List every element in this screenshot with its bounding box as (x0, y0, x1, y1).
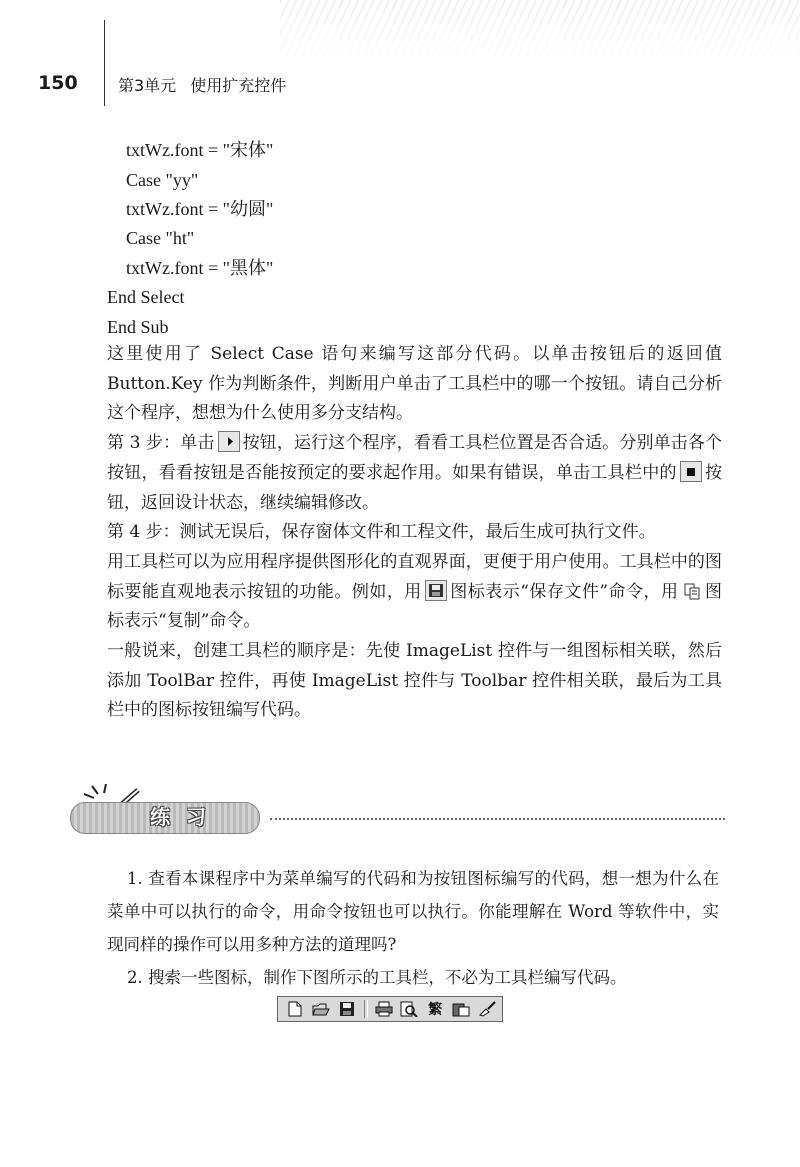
code-line: txtWz.font = "黑体" (126, 258, 274, 278)
paragraph-step-3 (107, 429, 722, 518)
code-line: End Select (107, 287, 185, 307)
code-line: txtWz.font = "宋体" (126, 140, 274, 160)
toolbar-separator (364, 1000, 368, 1018)
code-line: End Sub (107, 317, 169, 337)
copy-icon (682, 582, 702, 601)
exercise-item: 1. 查看本课程序中为菜单编写的代码和为按钮图标编写的代码，想一想为什么在菜单中可以执行的命令，用命令按钮也可以执行。你能理解在 Word 等软件中，实现同样的操作可以用多种方法的道理吗? (107, 869, 719, 954)
brush-icon (476, 999, 498, 1019)
unit-label: 第3单元 (118, 76, 177, 95)
scan-shading (280, 0, 800, 60)
sample-toolbar (277, 996, 503, 1022)
running-header (118, 73, 286, 96)
paragraph-icons (107, 548, 722, 637)
step3-text-1: 第 3 步：单击 (107, 433, 215, 454)
run-icon (218, 431, 240, 452)
header-divider (104, 20, 105, 106)
chapter-title: 使用扩充控件 (190, 76, 287, 95)
step3-text-3: 按钮，返回设计状态，继续编辑修改。 (107, 462, 722, 513)
code-line: Case "ht" (126, 228, 195, 248)
exercise-title: 练习 (150, 805, 222, 829)
step3-text-2: 按钮，运行这个程序，看看工具栏位置是否合适。分别单击各个按钮，看看按钮是否能按预定的要求起作用。如果有错误，单击工具栏中的 (107, 433, 722, 483)
paragraph: 这里使用了 Select Case 语句来编写这部分代码。以单击按钮后的返回值 Button.Key 作为判断条件，判断用户单击了工具栏中的哪一个按钮。请自己分析这个程序，想想为什么使用多分支结构。 (107, 344, 722, 424)
new-file-icon (284, 999, 306, 1019)
save-icon (336, 999, 358, 1019)
open-folder-icon (310, 999, 332, 1019)
dotted-rule (270, 818, 725, 820)
exercise-list (107, 862, 719, 994)
body-text (107, 340, 722, 726)
paragraph-order: 一般说来，创建工具栏的顺序是：先使 ImageList 控件与一组图标相关联，然后添加 ToolBar 控件，再使 ImageList 控件与 Toolbar 控件相关联，最后为工具栏中的图标按钮编写代码。 (107, 641, 722, 721)
page-number: 150 (38, 72, 78, 94)
paragraph-step-4: 第 4 步：测试无误后，保存窗体文件和工程文件，最后生成可执行文件。 (107, 522, 656, 543)
paste-icon (450, 999, 472, 1019)
code-line: txtWz.font = "幼圆" (126, 199, 274, 219)
print-preview-icon (398, 999, 420, 1019)
print-icon (373, 999, 395, 1019)
save-icon (425, 580, 447, 601)
icons-text-3: 图标表示“复制”命令。 (107, 581, 723, 632)
icons-text-1: 用工具栏可以为应用程序提供图形化的直观界面，更便于用户使用。工具栏中的图标要能直观地表示按钮的功能。例如，用 (107, 551, 722, 602)
stop-icon (680, 461, 702, 482)
code-line: Case "yy" (126, 170, 199, 190)
traditional-char-icon: 繁 (428, 1002, 443, 1018)
exercise-banner (70, 784, 730, 844)
exercise-item: 2. 搜索一些图标，制作下图所示的工具栏，不必为工具栏编写代码。 (127, 968, 627, 987)
icons-text-2: 图标表示“保存文件”命令，用 (449, 581, 679, 602)
